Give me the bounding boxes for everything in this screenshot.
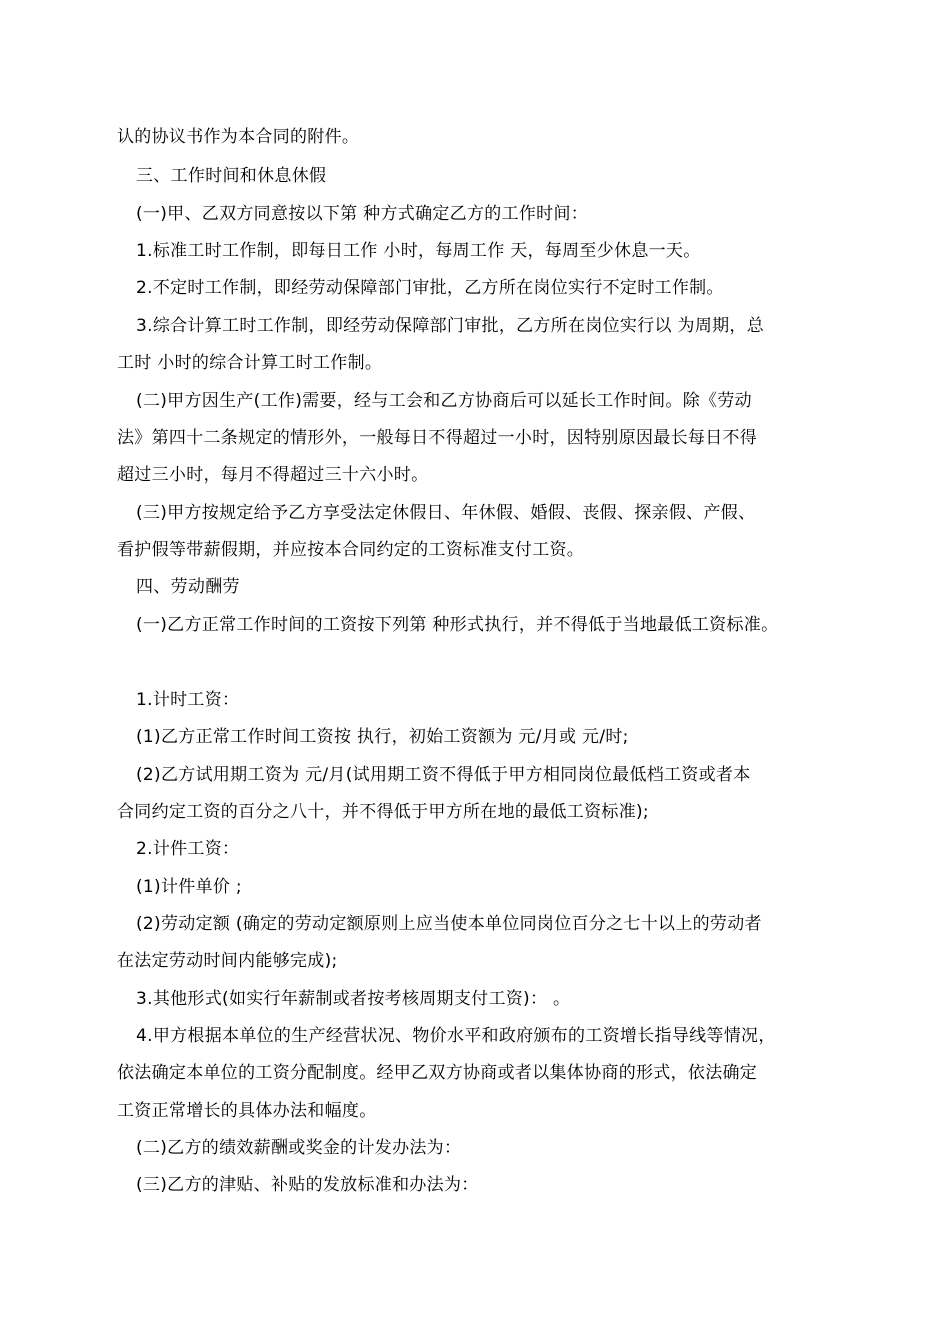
text-line: 3.综合计算工时工作制，即经劳动保障部门审批，乙方所在岗位实行以 为周期，总 [136, 316, 765, 336]
text-line: 工资正常增长的具体办法和幅度。 [117, 1101, 377, 1121]
text-line: 看护假等带薪假期，并应按本合同约定的工资标准支付工资。 [117, 540, 585, 560]
text-line: (1)计件单价 ; [136, 877, 242, 897]
text-line: 在法定劳动时间内能够完成); [117, 951, 338, 971]
text-line: 超过三小时，每月不得超过三十六小时。 [117, 465, 429, 485]
text-line: (三)乙方的津贴、补贴的发放标准和办法为： [136, 1175, 479, 1195]
text-line: 1.标准工时工作制，即每日工作 小时，每周工作 天，每周至少休息一天。 [136, 241, 701, 261]
text-line: 1.计时工资： [136, 690, 240, 710]
text-line: (二)乙方的绩效薪酬或奖金的计发办法为： [136, 1138, 462, 1158]
text-line: 2.计件工资： [136, 839, 240, 859]
text-line: (二)甲方因生产(工作)需要，经与工会和乙方协商后可以延长工作时间。除《劳动 [136, 391, 752, 411]
text-line: 3.其他形式(如实行年薪制或者按考核周期支付工资)： 。 [136, 989, 571, 1009]
section-heading: 四、劳动酬劳 [136, 577, 240, 597]
text-line: 合同约定工资的百分之八十，并不得低于甲方所在地的最低工资标准); [117, 802, 649, 822]
text-line: (一)乙方正常工作时间的工资按下列第 种形式执行，并不得低于当地最低工资标准。 [136, 615, 779, 635]
text-line: (1)乙方正常工作时间工资按 执行，初始工资额为 元/月或 元/时; [136, 727, 629, 747]
text-line: (三)甲方按规定给予乙方享受法定休假日、年休假、婚假、丧假、探亲假、产假、 [136, 503, 756, 523]
section-heading: 三、工作时间和休息休假 [136, 166, 327, 186]
text-line: 依法确定本单位的工资分配制度。经甲乙双方协商或者以集体协商的形式，依法确定 [117, 1063, 758, 1083]
text-line: 4.甲方根据本单位的生产经营状况、物价水平和政府颁布的工资增长指导线等情况， [136, 1026, 776, 1046]
text-line: (2)乙方试用期工资为 元/月(试用期工资不得低于甲方相同岗位最低档工资或者本 [136, 765, 751, 785]
text-line: 工时 小时的综合计算工时工作制。 [117, 353, 383, 373]
text-line: 2.不定时工作制，即经劳动保障部门审批，乙方所在岗位实行不定时工作制。 [136, 278, 724, 298]
text-line: (2)劳动定额 (确定的劳动定额原则上应当使本单位同岗位百分之七十以上的劳动者 [136, 914, 762, 934]
text-line: 认的协议书作为本合同的附件。 [117, 127, 360, 147]
text-line: (一)甲、乙双方同意按以下第 种方式确定乙方的工作时间： [136, 204, 589, 224]
text-line: 法》第四十二条规定的情形外，一般每日不得超过一小时，因特别原因最长每日不得 [117, 428, 758, 448]
